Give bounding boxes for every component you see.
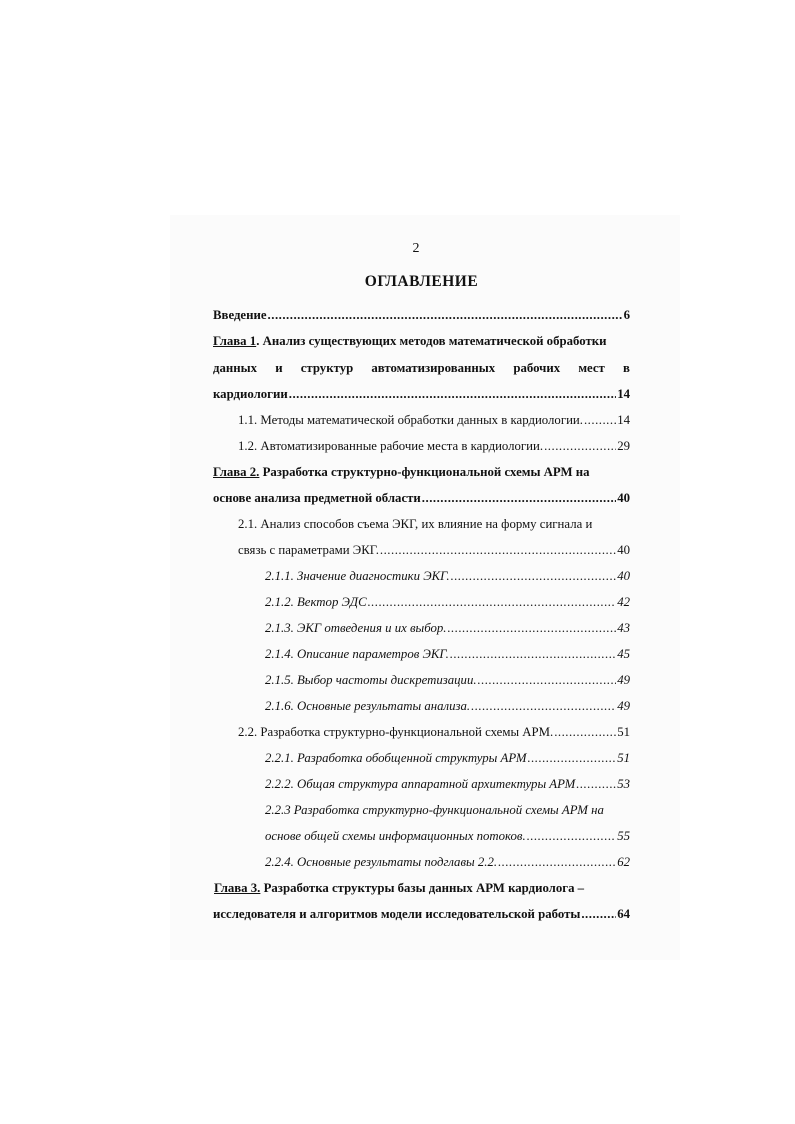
page-number: 2 [412, 241, 420, 256]
chapter-label: Глава 3. [214, 881, 261, 895]
toc-entry-2-1-1[interactable] [265, 569, 630, 584]
toc-entry-2-2-3-line1[interactable]: 2.2.3 Разработка структурно-функциональной схемы АРМ на [265, 803, 604, 817]
toc-entry-2-2-4[interactable] [265, 855, 630, 870]
chapter-title-part: Разработка структуры базы данных АРМ кардиолога – [260, 881, 585, 895]
entry-page: 51 [617, 725, 630, 739]
toc-entry-ch2-line1[interactable] [213, 465, 590, 480]
entry-title: 2.2.4. Основные результаты подглавы 2.2. [265, 855, 498, 869]
dot-leader [368, 595, 617, 610]
chapter-label: Глава 1 [213, 334, 257, 348]
word: в [623, 361, 630, 375]
toc-entry-2-1-2[interactable] [265, 595, 630, 610]
dot-leader [450, 647, 616, 662]
entry-page: 49 [617, 699, 630, 713]
entry-page: 49 [617, 673, 630, 687]
chapter-title-part: . Анализ существующих методов математической обработки [256, 334, 607, 348]
toc-entry-2-1-line1[interactable]: 2.1. Анализ способов съема ЭКГ, их влияние на форму сигнала и [238, 517, 593, 531]
toc-entry-2-1-4[interactable] [265, 647, 630, 662]
toc-entry-1-1[interactable] [238, 413, 630, 428]
entry-title: 1.1. Методы математической обработки данных в кардиологии. [238, 413, 583, 427]
toc-entry-ch3-line1[interactable] [214, 881, 584, 896]
toc-entry-ch2-line2[interactable] [213, 491, 630, 506]
entry-title: 2.1.6. Основные результаты анализа. [265, 699, 471, 713]
entry-page: 62 [617, 855, 630, 869]
toc-entry-2-1-3[interactable] [265, 621, 630, 636]
dot-leader [422, 491, 616, 506]
dot-leader [380, 543, 616, 558]
entry-page: 53 [617, 777, 630, 791]
dot-leader [576, 777, 616, 792]
entry-page: 45 [617, 647, 630, 661]
dot-leader [447, 621, 616, 636]
dot-leader [554, 725, 616, 740]
toc-title: ОГЛАВЛЕНИЕ [364, 273, 479, 290]
chapter-label: Глава 2. [213, 465, 260, 479]
entry-page: 43 [617, 621, 630, 635]
chapter-title-part: Разработка структурно-функциональной схемы АРМ на [259, 465, 590, 479]
dot-leader [268, 308, 623, 323]
dot-leader [451, 569, 617, 584]
entry-title: 1.2. Автоматизированные рабочие места в кардиологии. [238, 439, 544, 453]
word: данных [213, 361, 258, 375]
entry-title: 2.2. Разработка структурно-функциональной схемы АРМ. [238, 725, 554, 739]
toc-entry-intro[interactable] [213, 308, 630, 323]
dot-leader [544, 439, 616, 454]
toc-entry-ch1-line2 [213, 361, 630, 376]
scanned-page [170, 215, 680, 960]
entry-page: 29 [617, 439, 630, 453]
toc-entry-ch1-line3[interactable] [213, 387, 630, 402]
entry-title: 2.2.2. Общая структура аппаратной архитектуры АРМ [265, 777, 576, 791]
word: рабочих [513, 361, 561, 375]
toc-entry-2-1-6[interactable] [265, 699, 630, 714]
entry-title: исследователя и алгоритмов модели исследовательской работы [213, 907, 581, 921]
toc-entry-ch3-line2[interactable] [213, 907, 630, 922]
entry-page: 40 [617, 569, 630, 583]
toc-entry-2-2[interactable] [238, 725, 630, 740]
entry-page: 40 [617, 543, 630, 557]
entry-page: 51 [617, 751, 630, 765]
dot-leader [289, 387, 616, 402]
entry-title: 2.1.2. Вектор ЭДС [265, 595, 367, 609]
toc-entry-2-1-line2[interactable] [238, 543, 630, 558]
toc-entry-ch1-line1[interactable] [213, 334, 630, 349]
toc-entry-2-2-1[interactable] [265, 751, 630, 766]
dot-leader [584, 413, 616, 428]
entry-title: 2.1.5. Выбор частоты дискретизации. [265, 673, 477, 687]
dot-leader [581, 907, 616, 922]
entry-title: 2.1.1. Значение диагностики ЭКГ. [265, 569, 450, 583]
entry-page: 14 [617, 387, 630, 401]
entry-page: 42 [617, 595, 630, 609]
dot-leader [498, 855, 616, 870]
word: мест [578, 361, 605, 375]
entry-title: 2.1.4. Описание параметров ЭКГ. [265, 647, 449, 661]
word: структур [300, 361, 354, 375]
toc-entry-2-1-5[interactable] [265, 673, 630, 688]
entry-title: кардиологии [213, 387, 288, 401]
toc-entry-2-2-2[interactable] [265, 777, 630, 792]
entry-title: 2.1.3. ЭКГ отведения и их выбор. [265, 621, 447, 635]
entry-page: 14 [617, 413, 630, 427]
entry-page: 6 [623, 308, 630, 322]
entry-title: связь с параметрами ЭКГ. [238, 543, 379, 557]
dot-leader [478, 673, 617, 688]
entry-title: основе общей схемы информационных потоков. [265, 829, 526, 843]
entry-page: 40 [617, 491, 630, 505]
dot-leader [528, 751, 617, 766]
entry-page: 55 [617, 829, 630, 843]
dot-leader [471, 699, 616, 714]
entry-title: 2.2.1. Разработка обобщенной структуры АРМ [265, 751, 527, 765]
toc-entry-2-2-3-line2[interactable] [265, 829, 630, 844]
word: и [275, 361, 283, 375]
entry-page: 64 [617, 907, 630, 921]
dot-leader [527, 829, 617, 844]
toc-entry-1-2[interactable] [238, 439, 630, 454]
word: автоматизированных [371, 361, 496, 375]
entry-title: основе анализа предметной области [213, 491, 421, 505]
entry-title: Введение [213, 308, 267, 322]
